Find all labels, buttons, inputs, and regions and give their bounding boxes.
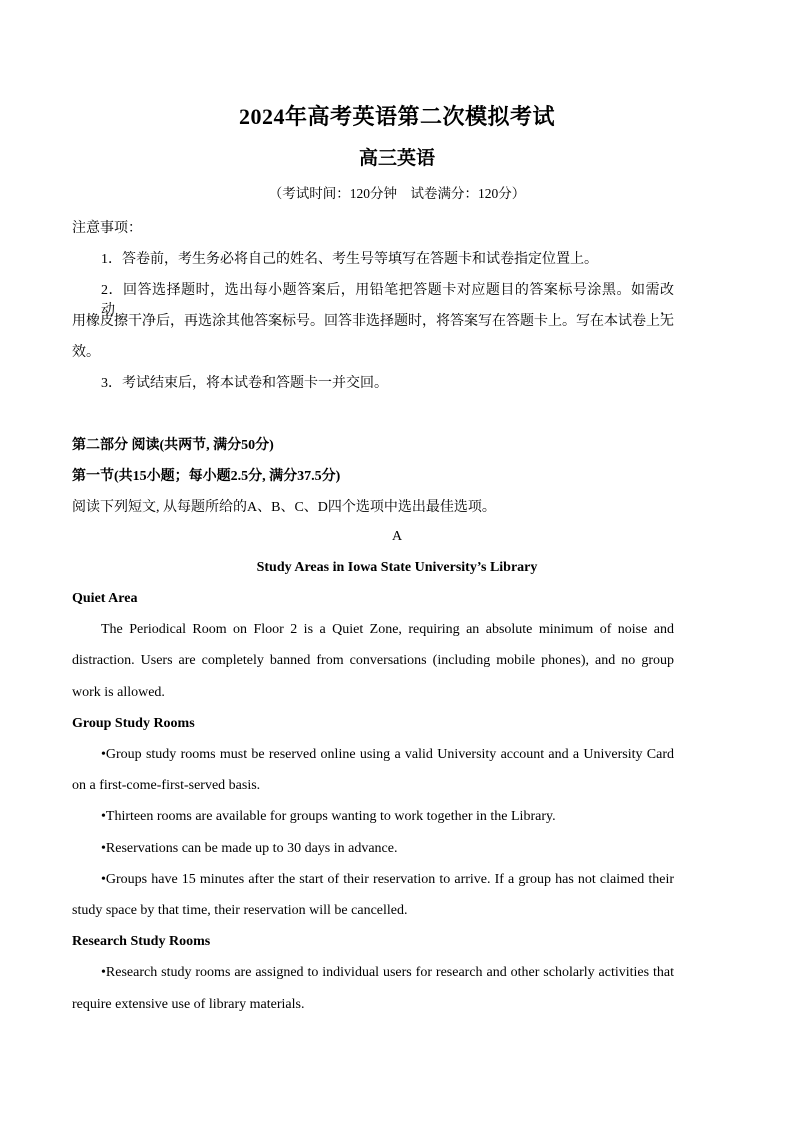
exam-info: （考试时间：120分钟 试卷满分：120分） <box>268 186 526 201</box>
passage-title: Study Areas in Iowa State University’s Library <box>256 560 538 575</box>
quiet-area-heading: Quiet Area <box>72 591 138 606</box>
passage-letter: A <box>391 529 403 544</box>
quiet-para-line-3: work is allowed. <box>72 685 165 700</box>
note-item-3: 3．考试结束后，将本试卷和答题卡一并交回。 <box>101 376 388 391</box>
research-bullet-1-line-1: •Research study rooms are assigned to individual users for research and other scholarly activities that <box>101 965 674 980</box>
group-bullet-1-line-1: •Group study rooms must be reserved online using a valid University account and a University Card <box>101 747 674 762</box>
exam-subtitle: 高三英语 <box>358 148 435 169</box>
group-bullet-4-line-2: study space by that time, their reservation will be cancelled. <box>72 903 408 918</box>
group-bullet-4-line-1: •Groups have 15 minutes after the start of their reservation to arrive. If a group has not claimed their <box>101 872 674 887</box>
note-item-2-line-1: 2．回答选择题时，选出每小题答案后，用铅笔把答题卡对应题目的答案标号涂黑。如需改动， <box>101 283 674 318</box>
section-heading: 第一节(共15小题；每小题2.5分, 满分37.5分) <box>72 469 341 484</box>
group-rooms-heading: Group Study Rooms <box>72 716 195 731</box>
part-heading: 第二部分 阅读(共两节, 满分50分) <box>72 438 274 453</box>
notes-heading: 注意事项： <box>72 221 142 236</box>
note-item-2-line-3: 效。 <box>72 345 100 360</box>
note-item-1: 1．答卷前，考生务必将自己的姓名、考生号等填写在答题卡和试卷指定位置上。 <box>101 252 598 267</box>
research-rooms-heading: Research Study Rooms <box>72 934 211 949</box>
quiet-para-line-1: The Periodical Room on Floor 2 is a Quiet Zone, requiring an absolute minimum of noise and <box>101 622 674 637</box>
group-bullet-1-line-2: on a first-come-first-served basis. <box>72 778 261 793</box>
research-bullet-1-line-2: require extensive use of library materials. <box>72 997 305 1012</box>
exam-title: 2024年高考英语第二次模拟考试 <box>238 104 555 129</box>
quiet-para-line-2: distraction. Users are completely banned from conversations (including mobile phones), and no group <box>72 653 674 668</box>
section-instruction: 阅读下列短文, 从每题所给的A、B、C、D四个选项中选出最佳选项。 <box>72 500 496 515</box>
group-bullet-2: •Thirteen rooms are available for groups wanting to work together in the Library. <box>101 809 556 824</box>
note-item-2-line-2: 用橡皮擦干净后，再选涂其他答案标号。回答非选择题时，将答案写在答题卡上。写在本试卷上无 <box>72 314 674 329</box>
group-bullet-3: •Reservations can be made up to 30 days in advance. <box>101 841 398 856</box>
